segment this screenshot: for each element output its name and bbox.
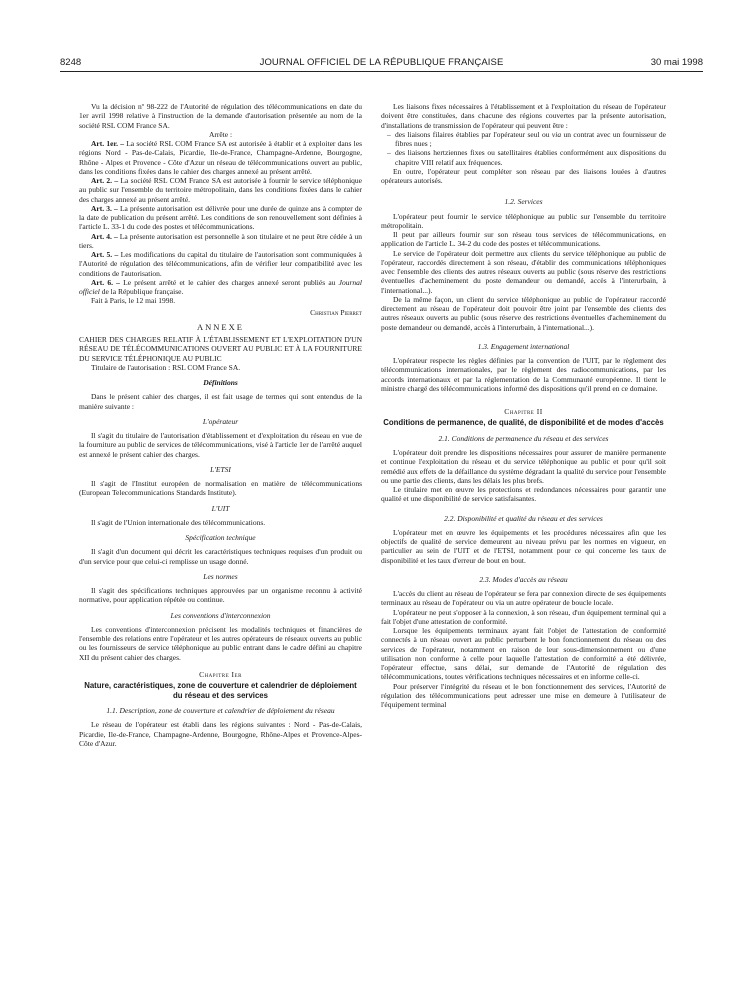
section-paragraph: L'opérateur respecte les règles définies par la convention de l'UIT, par le règlement des télécommunications internationales, par le règlement des radiocommunications, par les accords internationaux et par la réglementation de la Communauté européenne. Il tient le ministre chargé des télécommunications informé des dispositions qu'il prend en ce domaine. — [381, 356, 666, 393]
header-rule — [60, 71, 703, 72]
article-label: Art. 1er. – — [91, 139, 124, 148]
article-text: La présente autorisation est personnelle à son titulaire et ne peut être cédée à un tiers. — [79, 231, 362, 250]
issue-date: 30 mai 1998 — [650, 57, 703, 68]
article-text: Le présent arrêté et le cahier des charges annexé seront publiés au — [119, 277, 339, 287]
page-header — [60, 57, 703, 71]
article-text: La société RSL COM France SA est autorisée à fournir le service téléphonique au public sur l'ensemble du territoire métropolitain, dans les conditions fixées dans le cahier des charges annexé au présent arrêté. — [79, 176, 362, 204]
term-definition: Il s'agit d'un document qui décrit les caractéristiques techniques requises d'un produit ou d'un service pour que celui-ci remplisse un usage donné. — [79, 547, 362, 566]
section-paragraph: Le réseau de l'opérateur est établi dans les régions suivantes : Nord - Pas-de-Calais, Picardie, Ile-de-France, Champagne-Ardenne, Bourgogne, Rhône-Alpes et Provence-Alpes-Côte d'Azur. — [79, 720, 362, 748]
section-heading: 1.1. Description, zone de couverture et calendrier de déploiement du réseau — [106, 706, 335, 715]
article-text: de la République française. — [99, 287, 184, 296]
article-label: Art. 6. – — [91, 277, 120, 287]
section-paragraph: L'opérateur peut fournir le service téléphonique au public sur l'ensemble du territoire métropolitain. — [381, 211, 666, 230]
article-label: Art. 2. – — [91, 176, 119, 185]
term-definition: Les conventions d'interconnexion précisent les modalités techniques et financières de l'ensemble des relations entre l'opérateur et les autres opérateurs de réseaux ouverts au public ou les fournisseurs de service téléphonique au public entrant dans le cadre défini au chapitre XII du présent cahier des charges. — [79, 624, 362, 662]
paragraph: Les liaisons fixes nécessaires à l'établissement et à l'exploitation du réseau de l'opérateur doivent être constituées, dans chacune des régions couvertes par la présente autorisation, d'installations de transmission de l'opérateur qui peuvent être : — [381, 102, 666, 130]
chapter-label: Chapitre II — [504, 407, 543, 416]
section-heading: 1.2. Services — [504, 197, 543, 207]
term-heading: L'ETSI — [210, 464, 231, 474]
chapter-title: Conditions de permanence, de qualité, de disponibilité et de modes d'accès — [383, 418, 664, 428]
section-paragraph: Pour préserver l'intégrité du réseau et le bon fonctionnement des services, l'Autorité de régulation des télécommunications peut adresser une mise en demeure à l'utilisateur de l'équipement terminal — [381, 681, 666, 709]
section-paragraph: Lorsque les équipements terminaux ayant fait l'objet de l'attestation de conformité connectés à un réseau ouvert au public perturbent le bon fonctionnement du réseau ou des services de l'opérateur, notamment en raison de leur sous-dimensionnement ou d'une utilisation non conforme à celle pour laquelle l'attestation de conformité a été délivrée, l'opérateur effectue, sans délai, sur demande de l'Autorité de régulation des télécommunications, toutes vérifications techniques nécessaires et en informe celle-ci. — [381, 626, 666, 682]
arrete-label: Arrête : — [208, 129, 233, 139]
section-heading: 1.3. Engagement international — [477, 341, 570, 351]
article-4 — [79, 232, 362, 251]
article-label: Art. 3. – — [91, 203, 118, 213]
bullet-text: via — [551, 129, 562, 139]
term-heading: Spécification technique — [185, 533, 256, 542]
section-paragraph: L'opérateur met en œuvre les équipements et les procédures nécessaires afin que les objectifs de qualité de service demeurent au niveau prévu par les normes en vigueur, en particulier au sein de l'UIT et de l'ETSI, notamment pour ce qui concerne les taux de disponibilité et les taux d'erreur de bout en bout. — [381, 527, 666, 565]
article-text: La présente autorisation est délivrée pour une durée de quinze ans à compter de la date de publication du présent arrêté. Les conditions de son renouvellement sont définies à l'article L. 33-1 du code des postes et télécommunications. — [79, 203, 362, 232]
chapter-label: Chapitre Ier — [199, 669, 242, 679]
article-text: La société RSL COM France SA est autorisée à établir et à exploiter dans les régions Nord - Pas-de-Calais, Picardie, Ile-de-France, Champagne-Ardenne, Bourgogne, Rhône - Alpes et Provence - Côte d'Azur un réseau de télécommunications ouvert au public, dans les conditions fixées dans le cahier des charges annexé au présent arrêté. — [79, 139, 362, 176]
section-paragraph: L'opérateur ne peut s'opposer à la connexion, à son réseau, d'un équipement terminal qui a fait l'objet d'une attestation de conformité. — [381, 607, 666, 626]
article-1 — [79, 139, 362, 176]
section-heading: 2.1. Conditions de permanence du réseau et des services — [438, 433, 609, 443]
bullet-text: un contrat avec un fournisseur de fibres nues ; — [395, 129, 666, 148]
article-2 — [79, 176, 362, 204]
chapter-title: Nature, caractéristiques, zone de couverture et calendrier de déploiement du réseau et des services — [84, 681, 357, 700]
article-text: Les modifications du capital du titulaire de l'autorisation sont communiquées à l'Autorité de régulation des télécommunications, afin de vérifier leur compatibilité avec les conditions de l'autorisation. — [79, 250, 363, 278]
section-paragraph: L'opérateur doit prendre les dispositions nécessaires pour assurer de manière permanente et continue l'exploitation du réseau et du service téléphonique au public et pour qu'il soit remédié aux effets de la défaillance du système dégradant la qualité du service pour l'ensemble ou une partie des clients, dans les délais les plus brefs. — [381, 448, 666, 485]
bullet-item: – des liaisons hertziennes fixes ou satellitaires établies conformément aux dispositions du chapitre VIII relatif aux fréquences. — [381, 148, 666, 167]
term-heading: Les conventions d'interconnexion — [170, 610, 271, 620]
term-heading: L'opérateur — [202, 416, 239, 426]
titulaire-line: Titulaire de l'autorisation : RSL COM France SA. — [91, 362, 241, 372]
bullet-text: des liaisons filaires établies par l'opérateur seul ou — [395, 129, 552, 139]
article-label: Art. 5. – — [91, 250, 119, 259]
term-definition: Il s'agit de l'Institut européen de normalisation en matière de télécommunications (European Telecommunications Standards Institute). — [79, 479, 362, 498]
signature: Christian Pierret — [310, 307, 362, 317]
article-3 — [79, 204, 362, 232]
cahier-title: CAHIER DES CHARGES RELATIF À L'ÉTABLISSEMENT ET L'EXPLOITATION D'UN RÉSEAU DE TÉLÉCOMMUNICATIONS OUVERT AU PUBLIC ET À LA FOURNITURE DU SERVICE TÉLÉPHONIQUE AU PUBLIC — [79, 335, 362, 363]
article-label: Art. 4. – — [91, 231, 118, 241]
definitions-intro: Dans le présent cahier des charges, il est fait usage de termes qui sont entendus de la manière suivante : — [79, 392, 362, 411]
term-definition: Il s'agit du titulaire de l'autorisation d'établissement et d'exploitation du réseau en vue de la fourniture au public de services de télécommunications, visé à l'article 1er de l'arrêté auquel est annexé le présent cahier des charges. — [79, 431, 362, 459]
section-paragraph: Il peut par ailleurs fournir sur son réseau tous services de télécommunications, en application de l'article L. 34-2 du code des postes et télécommunications. — [381, 230, 666, 249]
journal-title: JOURNAL OFFICIEL DE LA RÉPUBLIQUE FRANÇAISE — [259, 57, 504, 68]
right-column — [381, 102, 666, 709]
article-5 — [79, 250, 362, 278]
annexe-heading: ANNEXE — [197, 321, 244, 332]
section-paragraph: Le service de l'opérateur doit permettre aux clients du service téléphonique au public de l'opérateur, raccordés directement à son réseau, d'établir des communications téléphoniques avec l'ensemble des clients des autres réseaux ouverts au public (sous réserve des restrictions éventuelles d'acheminement du poste demandeur ou demandé, accès à l'interurbain, à l'international...). — [381, 248, 666, 295]
term-definition: Il s'agit des spécifications techniques approuvées par un organisme reconnu à activité normative, pour application répétée ou continue. — [79, 586, 362, 605]
article-6 — [79, 278, 362, 297]
section-paragraph: L'accès du client au réseau de l'opérateur se fera par connexion directe de ses équipements terminaux au réseau de l'opérateur ou via un autre opérateur de boucle locale. — [381, 589, 666, 608]
section-heading: 2.2. Disponibilité et qualité du réseau et des services — [444, 513, 603, 523]
intro-paragraph: Vu la décision nº 98-222 de l'Autorité de régulation des télécommunications en date du 1er avril 1998 relative à l'instruction de la demande d'autorisation présentée au nom de la société RSL COM France SA. — [79, 102, 362, 130]
term-heading: L'UIT — [211, 503, 230, 513]
left-column — [79, 102, 362, 748]
fait-line: Fait à Paris, le 12 mai 1998. — [91, 296, 176, 306]
section-heading: 2.3. Modes d'accès au réseau — [479, 574, 568, 584]
page-number: 8248 — [60, 57, 82, 68]
bullet-item — [381, 130, 666, 149]
journal-name: Journal officiel — [79, 277, 362, 296]
paragraph: En outre, l'opérateur peut compléter son réseau par des liaisons louées à d'autres opérateurs autorisés. — [381, 166, 666, 185]
term-heading: Les normes — [203, 571, 238, 581]
definitions-heading: Définitions — [203, 378, 238, 387]
section-paragraph: De la même façon, un client du service téléphonique au public de l'opérateur raccordé directement au réseau de l'opérateur doit pouvoir être joint par l'ensemble des clients des autres réseaux ouverts au public (sous réserve des restrictions éventuelles d'acheminement du poste demandeur ou demandé, accès à l'interurbain, à l'international...). — [381, 294, 666, 332]
section-paragraph: Le titulaire met en œuvre les protections et redondances nécessaires pour garantir une qualité et une disponibilité de service satisfaisantes. — [381, 485, 666, 504]
term-definition: Il s'agit de l'Union internationale des télécommunications. — [91, 517, 266, 527]
